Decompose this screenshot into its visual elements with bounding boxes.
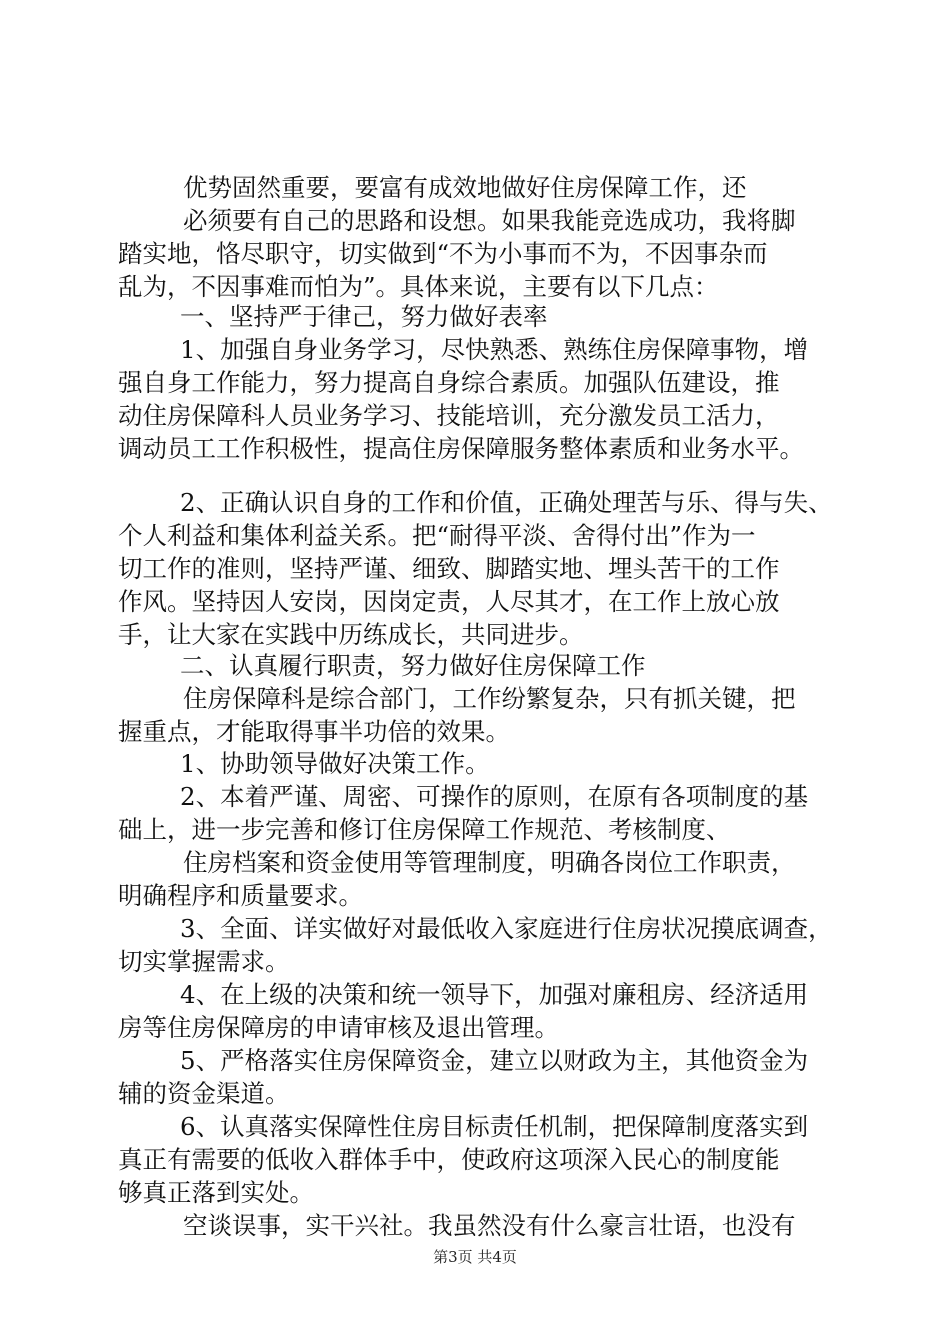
text-line: 个人利益和集体利益关系。把“耐得平淡、舍得付出”作为一 [118,521,756,550]
text-line: 手，让大家在实践中历练成长，共同进步。 [118,620,584,649]
text-line: 5、严格落实住房保障资金，建立以财政为主，其他资金为 [180,1046,809,1075]
section-heading: 二、认真履行职责，努力做好住房保障工作 [180,651,646,680]
text-line: 1、协助领导做好决策工作。 [180,749,490,778]
text-line: 真正有需要的低收入群体手中，使政府这项深入民心的制度能 [118,1145,780,1174]
text-line: 2、本着严谨、周密、可操作的原则，在原有各项制度的基 [180,782,809,811]
page-footer: 第3页 共4页 [433,1248,517,1266]
text-line: 动住房保障科人员业务学习、技能培训，充分激发员工活力， [118,401,780,430]
text-line: 调动员工工作积极性，提高住房保障服务整体素质和业务水平。 [118,434,804,463]
text-line: 6、认真落实保障性住房目标责任机制，把保障制度落实到 [180,1112,809,1141]
text-line: 3、全面、详实做好对最低收入家庭进行住房状况摸底调查， [180,914,833,943]
section-heading: 一、坚持严于律己，努力做好表率 [180,302,548,331]
text-line: 1、加强自身业务学习，尽快熟悉、熟练住房保障事物，增 [180,335,809,364]
text-line: 乱为，不因事难而怕为”。具体来说，主要有以下几点： [118,272,719,301]
text-line: 住房保障科是综合部门，工作纷繁复杂，只有抓关键，把 [183,684,796,713]
text-line: 踏实地，恪尽职守，切实做到“不为小事而不为，不因事杂而 [118,239,768,268]
text-line: 切工作的准则，坚持严谨、细致、脚踏实地、埋头苦干的工作 [118,554,780,583]
text-line: 优势固然重要，要富有成效地做好住房保障工作，还 [183,173,747,202]
text-line: 作风。坚持因人安岗，因岗定责，人尽其才，在工作上放心放 [118,587,780,616]
text-line: 辅的资金渠道。 [118,1079,290,1108]
text-line: 房等住房保障房的申请审核及退出管理。 [118,1013,559,1042]
text-line: 住房档案和资金使用等管理制度，明确各岗位工作职责， [183,848,796,877]
text-line: 空谈误事，实干兴社。我虽然没有什么豪言壮语，也没有 [183,1211,796,1240]
text-line: 础上，进一步完善和修订住房保障工作规范、考核制度、 [118,815,731,844]
text-line: 切实掌握需求。 [118,947,290,976]
text-line: 握重点，才能取得事半功倍的效果。 [118,717,510,746]
text-line: 强自身工作能力，努力提高自身综合素质。加强队伍建设，推 [118,368,780,397]
text-line: 必须要有自己的思路和设想。如果我能竞选成功，我将脚 [183,206,796,235]
text-line: 够真正落到实处。 [118,1178,314,1207]
text-line: 2、正确认识自身的工作和价值，正确处理苦与乐、得与失、 [180,488,833,517]
text-line: 明确程序和质量要求。 [118,881,363,910]
text-line: 4、在上级的决策和统一领导下，加强对廉租房、经济适用 [180,980,809,1009]
